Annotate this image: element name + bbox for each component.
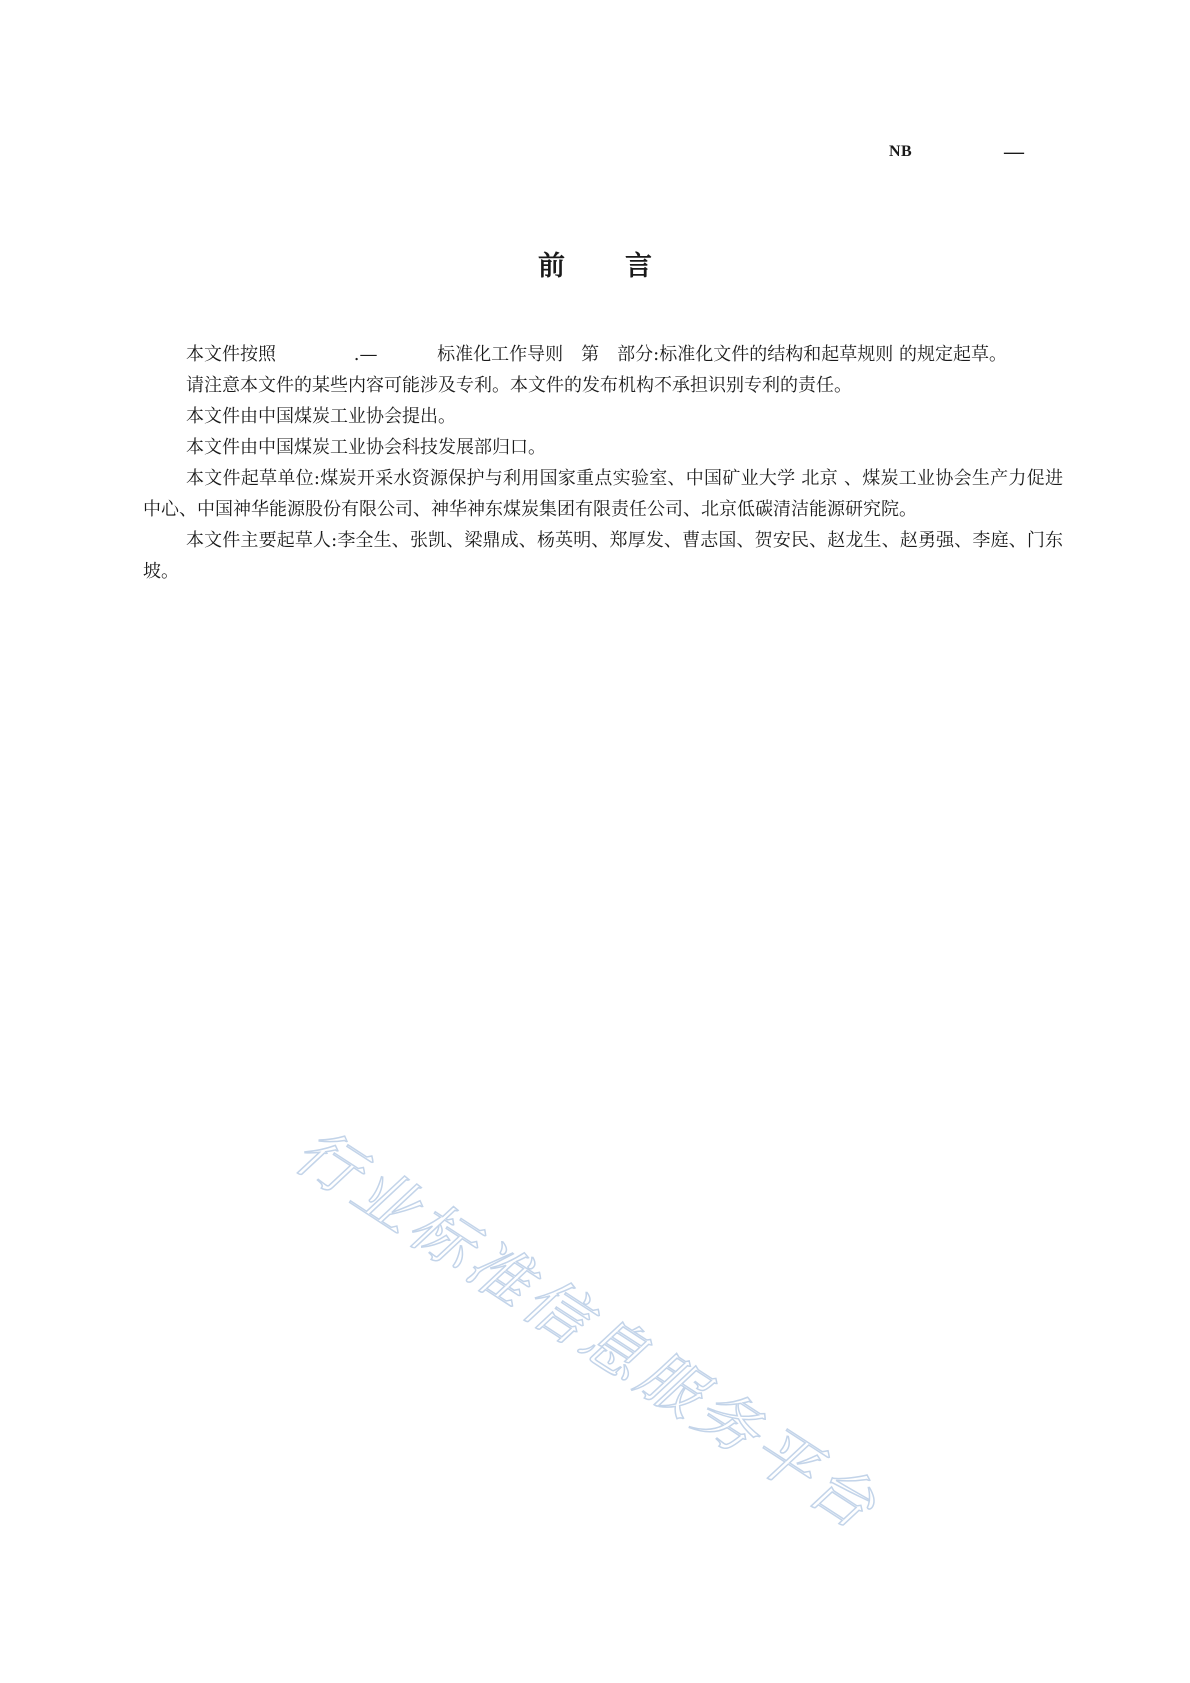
paragraph-centralized-by: 本文件由中国煤炭工业协会科技发展部归口。 bbox=[186, 437, 546, 458]
page-title: 前言 bbox=[538, 251, 712, 282]
standard-code-dash: — bbox=[1004, 141, 1024, 163]
paragraph-drafting-units: 本文件起草单位:煤炭开采水资源保护与利用国家重点实验室、中国矿业大学 北京 、煤炭工业协会生产力促进中心、中国神华能源股份有限公司、神华神东煤炭集团有限责任公司、北京低碳清洁能源研究院。 bbox=[143, 468, 1063, 520]
paragraph-patent-notice: 请注意本文件的某些内容可能涉及专利。本文件的发布机构不承担识别专利的责任。 bbox=[186, 375, 852, 396]
foreword-body bbox=[143, 339, 1063, 587]
watermark: 行业标准信息服务平台 bbox=[282, 1114, 893, 1546]
paragraph-proposed-by: 本文件由中国煤炭工业协会提出。 bbox=[186, 406, 456, 427]
paragraph-drafting-rules: 本文件按照 .— 标准化工作导则 第 部分:标准化文件的结构和起草规则 的规定起草。 bbox=[186, 344, 1007, 365]
paragraph-drafters: 本文件主要起草人:李全生、张凯、梁鼎成、杨英明、郑厚发、曹志国、贺安民、赵龙生、赵勇强、李庭、门东坡。 bbox=[143, 530, 1063, 582]
standard-code: NB bbox=[889, 143, 913, 160]
